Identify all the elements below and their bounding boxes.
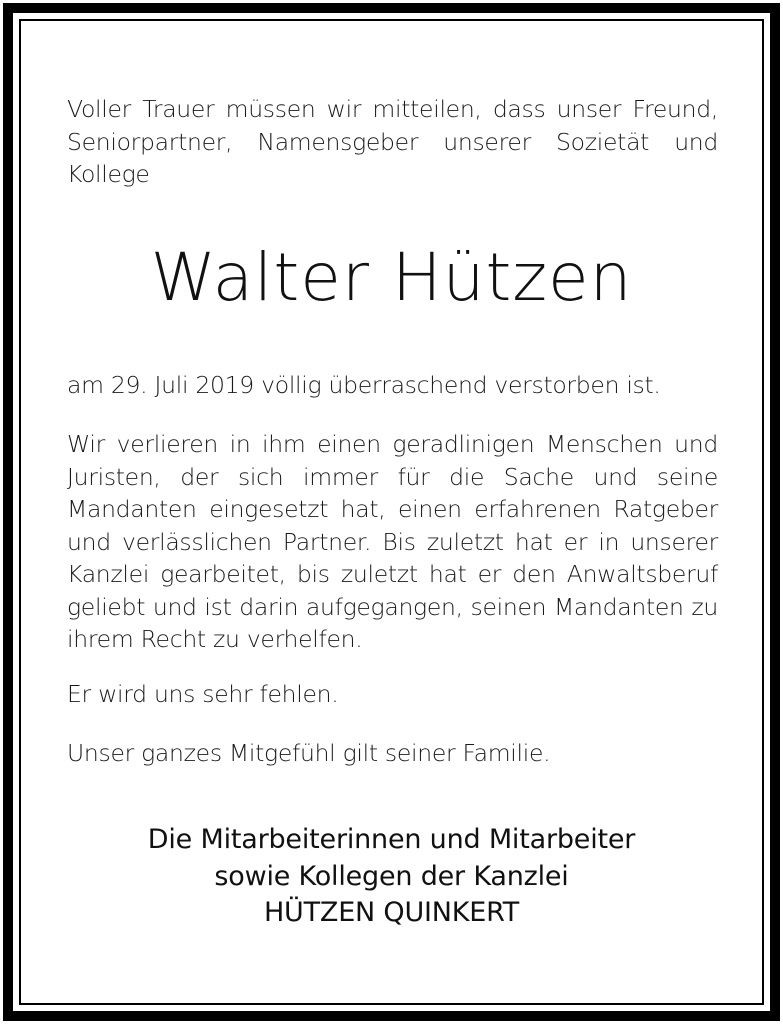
intro-paragraph: Voller Trauer müssen wir mitteilen, dass unser Freund, Seniorpartner, Namensgeber unserer Sozietät und Kollege <box>67 95 718 188</box>
death-date-paragraph: am 29. Juli 2019 völlig überraschend verstorben ist. <box>67 371 661 399</box>
signature-line-colleagues: sowie Kollegen der Kanzlei <box>214 860 569 892</box>
condolence-paragraph: Unser ganzes Mitgefühl gilt seiner Familie. <box>67 739 551 767</box>
missed-paragraph: Er wird uns sehr fehlen. <box>67 680 339 708</box>
deceased-name: Walter Hützen <box>150 239 633 316</box>
intro-text-block <box>67 93 718 191</box>
signature-line-firm: HÜTZEN QUINKERT <box>263 897 520 928</box>
death-date-block <box>67 369 718 402</box>
condolence-block <box>67 737 718 770</box>
missed-block <box>67 678 718 711</box>
signature-block <box>0 822 783 932</box>
tribute-block <box>67 428 718 656</box>
signature-line-staff: Die Mitarbeiterinnen und Mitarbeiter <box>147 824 636 855</box>
tribute-paragraph: Wir verlieren in ihm einen geradlinigen Menschen und Juristen, der sich immer für die Sache und seine Mandanten eingesetzt hat, einen erfahrenen Ratgeber und verlässlichen Partner. Bis zuletzt hat er in unserer Kanzlei gearbeitet, bis zuletzt hat er den Anwaltsberuf geliebt und ist darin aufgegangen, seinen Mandanten zu ihrem Recht zu verhelfen. <box>67 430 718 653</box>
